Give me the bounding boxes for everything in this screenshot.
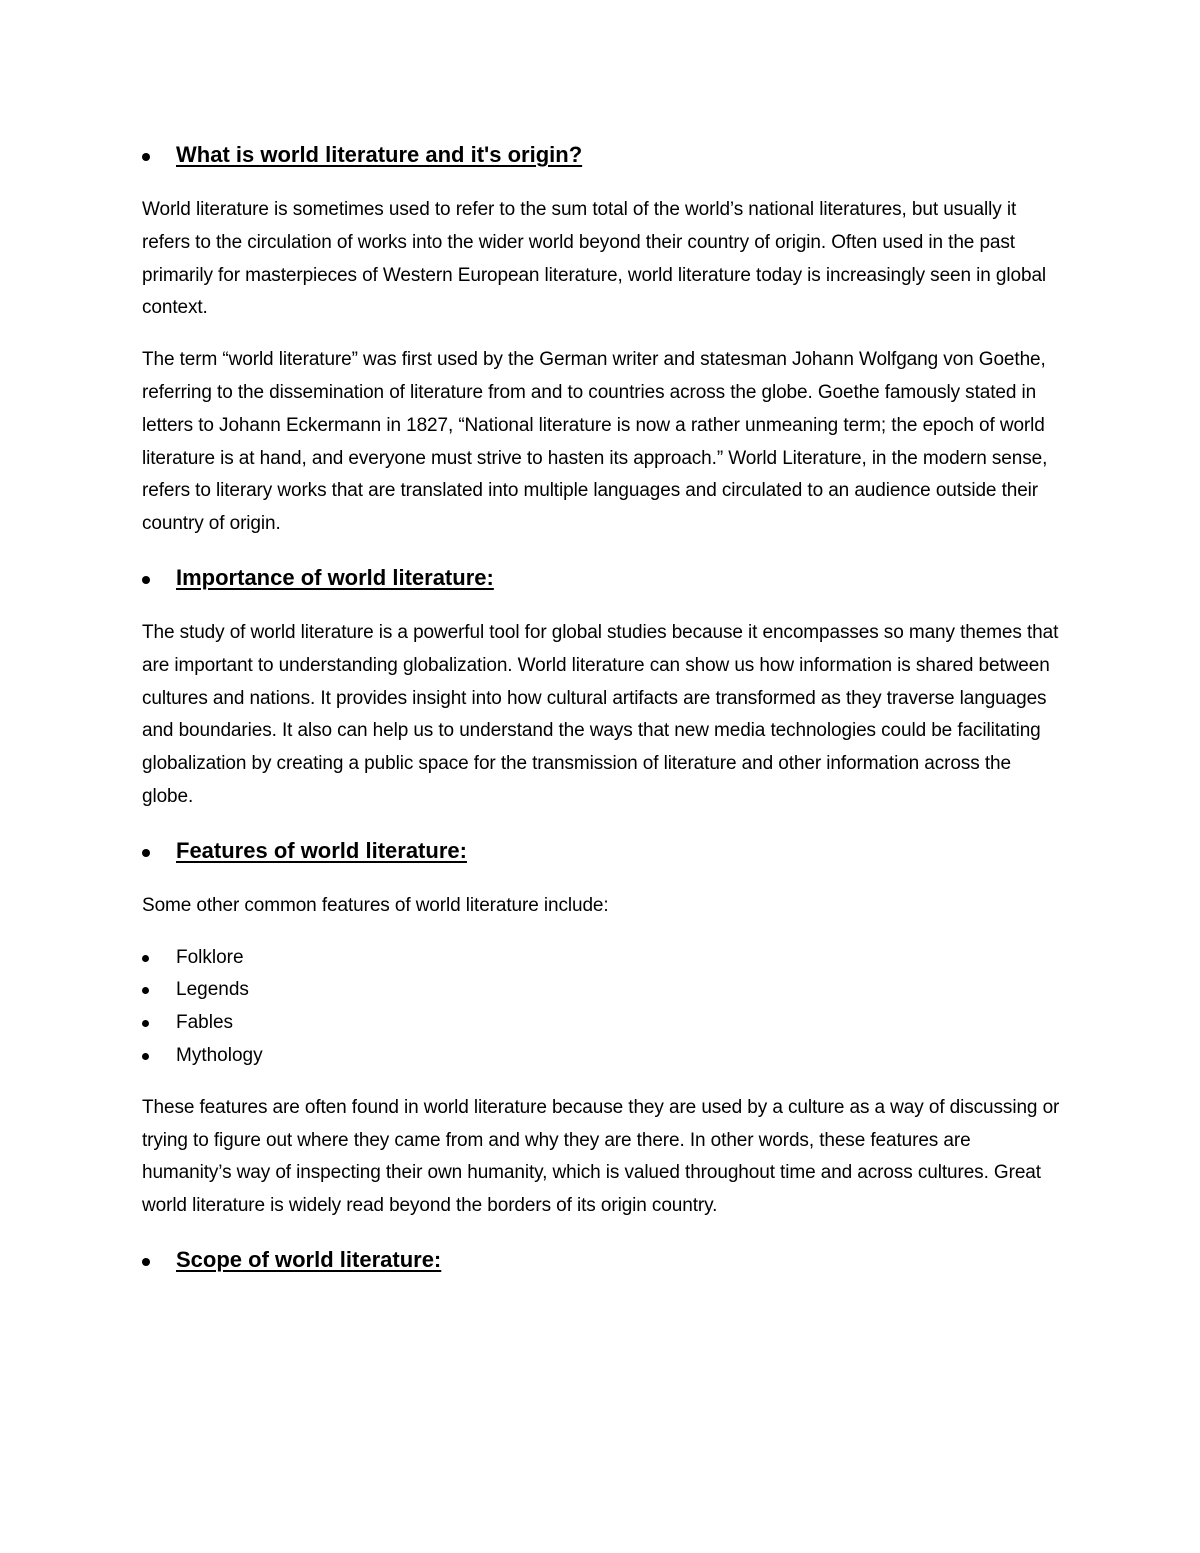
paragraph-features-intro: Some other common features of world literature include: — [142, 894, 609, 916]
section-heading-text: What is world literature and it's origin? — [176, 142, 583, 167]
bullet-icon — [142, 987, 149, 994]
features-list — [142, 942, 1060, 1073]
paragraph-origin-goethe: The term “world literature” was first used by the German writer and statesman Johann Wolfgang von Goethe, referring to the dissemination of literature from and to countries across the globe. Goethe famously stated in letters to Johann Eckermann in 1827, “National literature is now a rather unmeaning term; the epoch of world literature is at hand, and everyone must strive to hasten its approach.” World Literature, in the modern sense, refers to literary works that are translated into multiple languages and circulated to an audience outside their country of origin. — [142, 349, 1048, 535]
section-heading-origin — [142, 140, 1060, 170]
section-heading-text: Scope of world literature: — [176, 1246, 442, 1272]
bullet-icon — [142, 153, 150, 161]
section-heading-text: Importance of world literature: — [176, 564, 494, 590]
list-item-text: Mythology — [176, 1044, 263, 1066]
paragraph-features-closing: These features are often found in world literature because they are used by a culture as a way of discussing or trying to figure out where they came from and why they are there. In other words, these features are humanity’s way of inspecting their own humanity, which is valued throughout time and across cultures. Great world literature is widely read beyond the borders of its origin country. — [142, 1096, 1060, 1217]
list-item — [142, 942, 1060, 975]
paragraph-origin-definition: World literature is sometimes used to refer to the sum total of the world’s national literatures, but usually it refers to the circulation of works into the wider world beyond their country of origin. Often used in the past primarily for masterpieces of Western European literature, world literature today is increasingly seen in global context. — [142, 199, 1047, 319]
bullet-icon — [142, 1020, 149, 1027]
list-item-text: Folklore — [176, 946, 244, 968]
list-item — [142, 1007, 1060, 1040]
paragraph-importance: The study of world literature is a powerful tool for global studies because it encompasses so many themes that are important to understanding globalization. World literature can show us how information is shared between cultures and nations. It provides insight into how cultural artifacts are transformed as they traverse languages and boundaries. It also can help us to understand the ways that new media technologies could be facilitating globalization by creating a public space for the transmission of literature and other information across the globe. — [142, 621, 1059, 807]
bullet-icon — [142, 849, 150, 857]
section-heading-features — [142, 836, 1060, 866]
list-item — [142, 1040, 1060, 1073]
section-heading-text: Features of world literature: — [176, 837, 467, 863]
bullet-icon — [142, 1258, 150, 1266]
section-heading-scope — [142, 1245, 1060, 1275]
bullet-icon — [142, 576, 150, 584]
section-heading-importance — [142, 563, 1060, 593]
list-item-text: Fables — [176, 1012, 234, 1034]
bullet-icon — [142, 955, 149, 962]
list-item-text: Legends — [176, 979, 249, 1001]
bullet-icon — [142, 1053, 149, 1060]
document-content — [142, 140, 1060, 1275]
list-item — [142, 974, 1060, 1007]
